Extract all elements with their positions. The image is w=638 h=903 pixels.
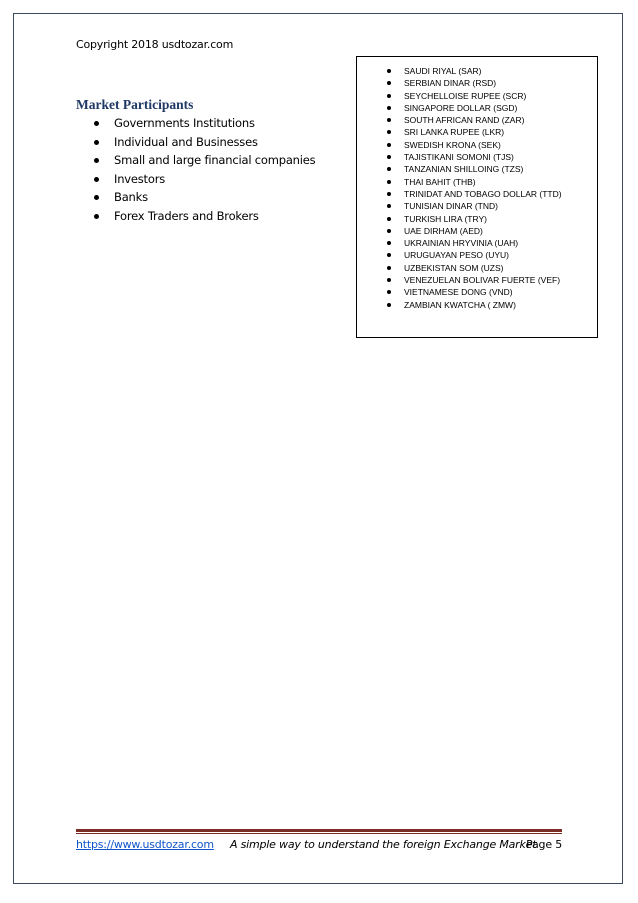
list-item <box>94 114 315 133</box>
footer-divider-thin <box>76 833 562 834</box>
footer-divider <box>76 829 562 832</box>
list-item <box>94 133 315 152</box>
currency-label: TAJISTIKANI SOMONI (TJS) <box>404 152 514 163</box>
bullet-icon <box>387 192 391 196</box>
list-item-label: Individual and Businesses <box>114 134 258 149</box>
currency-item <box>387 90 562 102</box>
currency-item <box>387 200 562 212</box>
list-item <box>94 207 315 226</box>
page-number: Page 5 <box>526 838 562 851</box>
currency-item <box>387 262 562 274</box>
currency-label: SAUDI RIYAL (SAR) <box>404 66 482 76</box>
currency-item <box>387 237 562 249</box>
bullet-icon <box>387 106 391 110</box>
footer-tagline: A simple way to understand the foreign Exchange Market <box>230 838 537 851</box>
list-item-label: Investors <box>114 171 166 186</box>
currency-label: VENEZUELAN BOLIVAR FUERTE (VEF) <box>404 275 561 286</box>
currency-label: TUNISIAN DINAR (TND) <box>404 201 498 212</box>
footer-link[interactable]: https://www.usdtozar.com <box>76 838 214 851</box>
bullet-icon <box>387 69 391 73</box>
currency-label: UAE DIRHAM (AED) <box>404 225 483 236</box>
list-item <box>94 151 315 170</box>
currency-item <box>387 188 562 200</box>
currency-item <box>387 213 562 225</box>
currency-label: SWEDISH KRONA (SEK) <box>404 139 501 150</box>
bullet-icon <box>94 121 99 126</box>
currency-label: SERBIAN DINAR (RSD) <box>404 78 497 89</box>
currency-label: TRINIDAT AND TOBAGO DOLLAR (TTD) <box>404 188 562 199</box>
currency-item <box>387 65 562 77</box>
list-item <box>94 170 315 189</box>
currency-list <box>387 65 562 311</box>
currency-item <box>387 225 562 237</box>
bullet-icon <box>94 177 99 182</box>
list-item <box>94 188 315 207</box>
currency-item <box>387 126 562 138</box>
header-copyright: Copyright 2018 usdtozar.com <box>76 38 234 51</box>
list-item-label: Forex Traders and Brokers <box>114 208 259 223</box>
bullet-icon <box>387 253 391 257</box>
currency-item <box>387 102 562 114</box>
currency-label: TANZANIAN SHILLOING (TZS) <box>404 164 524 175</box>
participants-list <box>94 114 315 226</box>
currency-item <box>387 274 562 286</box>
bullet-icon <box>387 155 391 159</box>
bullet-icon <box>387 229 391 233</box>
currency-label: THAI BAHIT (THB) <box>404 176 476 187</box>
bullet-icon <box>94 158 99 163</box>
bullet-icon <box>94 140 99 145</box>
currency-label: SINGAPORE DOLLAR (SGD) <box>404 102 518 113</box>
footer <box>76 838 562 854</box>
section-heading: Market Participants <box>76 97 194 112</box>
currency-item <box>387 176 562 188</box>
bullet-icon <box>387 217 391 221</box>
list-item-label: Small and large financial companies <box>114 153 316 168</box>
bullet-icon <box>387 290 391 294</box>
list-item-label: Banks <box>114 190 148 205</box>
currency-label: SEYCHELLOISE RUPEE (SCR) <box>404 90 527 101</box>
currency-label: SOUTH AFRICAN RAND (ZAR) <box>404 115 525 126</box>
currency-item <box>387 77 562 89</box>
currency-item <box>387 286 562 298</box>
bullet-icon <box>387 94 391 98</box>
bullet-icon <box>387 118 391 122</box>
bullet-icon <box>387 241 391 245</box>
bullet-icon <box>94 195 99 200</box>
currency-label: UKRAINIAN HRYVINIA (UAH) <box>404 238 519 249</box>
bullet-icon <box>387 130 391 134</box>
currency-item <box>387 299 562 311</box>
bullet-icon <box>387 180 391 184</box>
bullet-icon <box>387 81 391 85</box>
bullet-icon <box>387 167 391 171</box>
bullet-icon <box>387 303 391 307</box>
currency-item <box>387 139 562 151</box>
bullet-icon <box>387 278 391 282</box>
currency-label: TURKISH LIRA (TRY) <box>404 213 487 224</box>
bullet-icon <box>387 266 391 270</box>
currency-label: VIETNAMESE DONG (VND) <box>404 287 513 298</box>
currency-box <box>356 56 598 338</box>
currency-label: ZAMBIAN KWATCHA ( ZMW) <box>404 299 516 310</box>
bullet-icon <box>387 143 391 147</box>
currency-item <box>387 114 562 126</box>
currency-label: URUGUAYAN PESO (UYU) <box>404 250 510 261</box>
currency-label: SRI LANKA RUPEE (LKR) <box>404 127 505 138</box>
currency-item <box>387 249 562 261</box>
bullet-icon <box>387 204 391 208</box>
bullet-icon <box>94 214 99 219</box>
currency-item <box>387 163 562 175</box>
currency-label: UZBEKISTAN SOM (UZS) <box>404 262 504 273</box>
list-item-label: Governments Institutions <box>114 116 255 130</box>
currency-item <box>387 151 562 163</box>
